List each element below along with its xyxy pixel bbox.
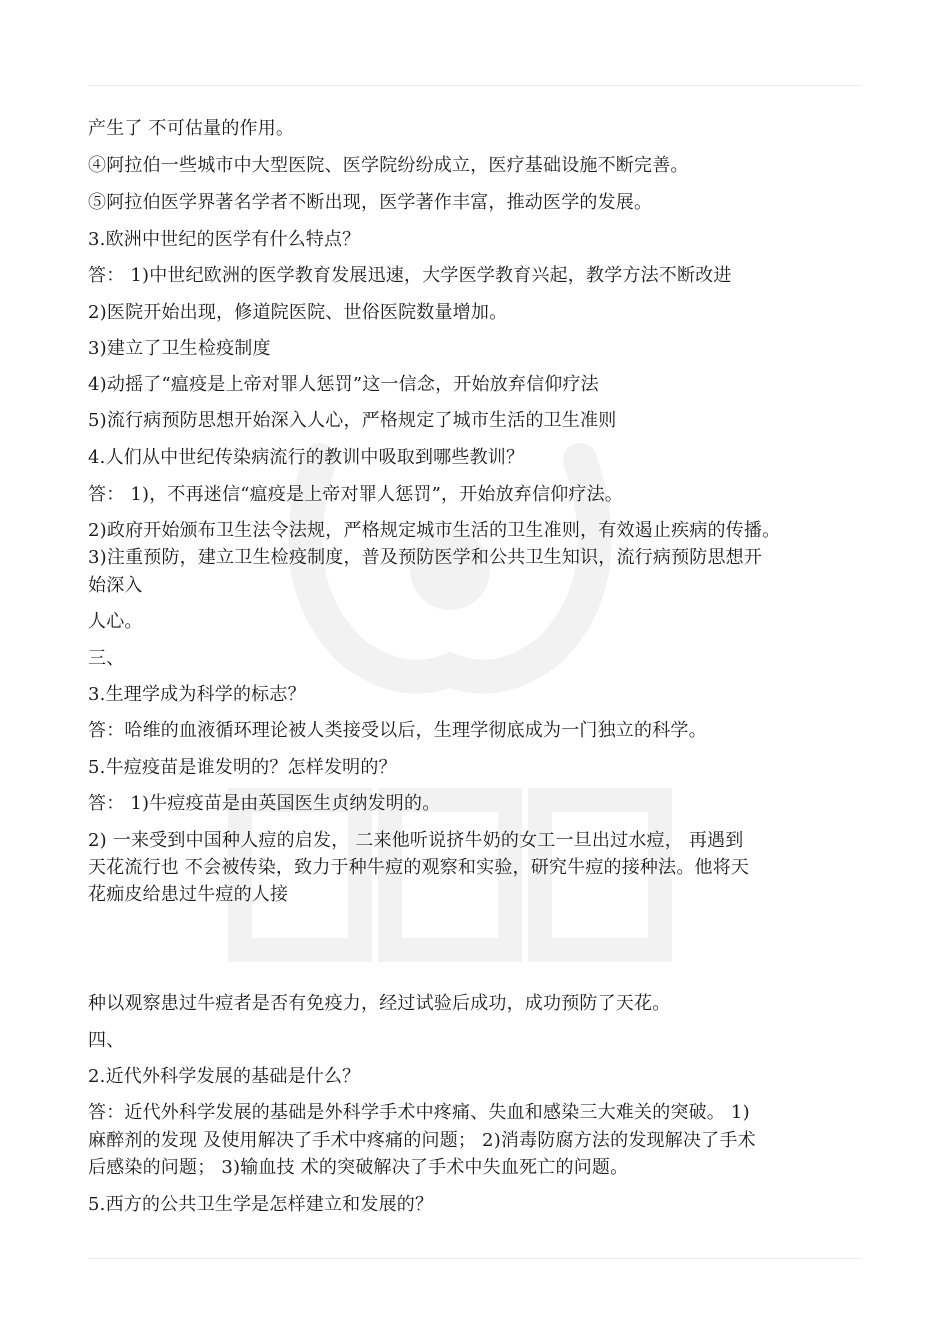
answer-line: 2)医院开始出现，修道院医院、世俗医院数量增加。 [88, 302, 508, 323]
answer-line: 答：近代外科学发展的基础是外科学手术中疼痛、失血和感染三大难关的突破。 1) [88, 1102, 750, 1123]
answer-line: 答： 1)中世纪欧洲的医学教育发展迅速，大学医学教育兴起，教学方法不断改进 [88, 265, 732, 286]
answer-line: 答： 1)牛痘疫苗是由英国医生贞纳发明的。 [88, 793, 441, 814]
section-heading: 三、 [88, 648, 125, 669]
answer-line: 答：哈维的血液循环理论被人类接受以后，生理学彻底成为一门独立的科学。 [88, 720, 707, 741]
answer-line: 天花流行也 不会被传染，致力于种牛痘的观察和实验，研究牛痘的接种法。他将天 [88, 857, 750, 878]
section-heading: 四、 [88, 1030, 125, 1051]
question-heading: 3.欧洲中世纪的医学有什么特点？ [88, 229, 361, 250]
answer-line: 后感染的问题； 3)输血技 术的突破解决了手术中失血死亡的问题。 [88, 1157, 629, 1178]
answer-line: 2) 一来受到中国种人痘的启发， 二来他听说挤牛奶的女工一旦出过水痘， 再遇到 [88, 830, 744, 851]
answer-line: 3)注重预防，建立卫生检疫制度，普及预防医学和公共卫生知识，流行病预防思想开 [88, 547, 763, 568]
answer-line: 答： 1)，不再迷信“瘟疫是上帝对罪人惩罚”，开始放弃信仰疗法。 [88, 484, 623, 505]
answer-line: 种以观察患过牛痘者是否有免疫力，经过试验后成功，成功预防了天花。 [88, 993, 671, 1014]
answer-line: 花痂皮给患过牛痘的人接 [88, 884, 289, 905]
question-heading: 5.牛痘疫苗是谁发明的？怎样发明的？ [88, 757, 397, 778]
answer-line: 4)动摇了“瘟疫是上帝对罪人惩罚”这一信念，开始放弃信仰疗法 [88, 374, 599, 395]
question-heading: 5.西方的公共卫生学是怎样建立和发展的？ [88, 1194, 434, 1215]
question-heading: 3.生理学成为科学的标志？ [88, 684, 306, 705]
answer-line: 3)建立了卫生检疫制度 [88, 338, 271, 359]
answer-line: 5)流行病预防思想开始深入人心，严格规定了城市生活的卫生准则 [88, 410, 617, 431]
question-heading: 2.近代外科学发展的基础是什么？ [88, 1066, 361, 1087]
header-rule [88, 85, 862, 86]
text-line: ④阿拉伯一些城市中大型医院、医学院纷纷成立，医疗基础设施不断完善。 [88, 155, 689, 176]
question-heading: 4.人们从中世纪传染病流行的教训中吸取到哪些教训？ [88, 447, 525, 468]
footer-rule [88, 1258, 862, 1259]
answer-line: 麻醉剂的发现 及使用解决了手术中疼痛的问题； 2)消毒防腐方法的发现解决了手术 [88, 1130, 756, 1151]
answer-line: 始深入 [88, 575, 143, 596]
text-line: ⑤阿拉伯医学界著名学者不断出现，医学著作丰富，推动医学的发展。 [88, 192, 653, 213]
answer-line: 2)政府开始颁布卫生法令法规，严格规定城市生活的卫生准则，有效遏止疾病的传播。 [88, 520, 781, 541]
answer-line: 人心。 [88, 611, 143, 632]
text-line: 产生了 不可估量的作用。 [88, 118, 295, 139]
